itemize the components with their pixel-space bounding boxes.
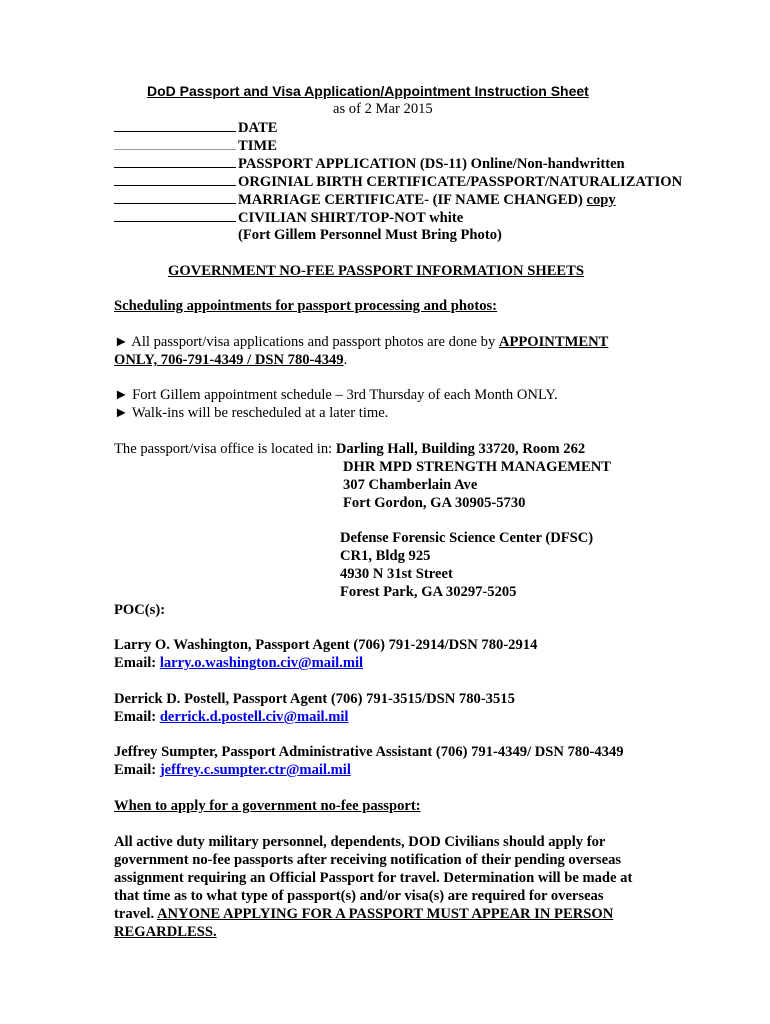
paragraph-line: travel. ANYONE APPLYING FOR A PASSPORT MUST APPEAR IN PERSON bbox=[114, 906, 614, 922]
checklist-item: TIME bbox=[114, 136, 277, 155]
paragraph-line: REGARDLESS. bbox=[114, 924, 217, 940]
address-line: Forest Park, GA 30297-5205 bbox=[340, 584, 517, 600]
document-title: DoD Passport and Visa Application/Appointment Instruction Sheet bbox=[147, 83, 589, 99]
checklist-item: MARRIAGE CERTIFICATE- (IF NAME CHANGED) copy bbox=[114, 190, 616, 209]
poc-contact: Derrick D. Postell, Passport Agent (706) 791-3515/DSN 780-3515 bbox=[114, 691, 515, 707]
checklist-item: PASSPORT APPLICATION (DS-11) Online/Non-handwritten bbox=[114, 154, 625, 173]
address-line: 307 Chamberlain Ave bbox=[343, 477, 478, 493]
document-date: as of 2 Mar 2015 bbox=[333, 101, 433, 117]
section-title: GOVERNMENT NO-FEE PASSPORT INFORMATION SHEETS bbox=[168, 263, 585, 279]
blank-line bbox=[114, 190, 236, 204]
blank-line bbox=[114, 172, 236, 186]
poc-contact: Larry O. Washington, Passport Agent (706) 791-2914/DSN 780-2914 bbox=[114, 637, 538, 653]
checklist-item: ORGINIAL BIRTH CERTIFICATE/PASSPORT/NATURALIZATION bbox=[114, 172, 682, 191]
blank-line bbox=[114, 154, 236, 168]
paragraph-line: All active duty military personnel, dependents, DOD Civilians should apply for bbox=[114, 834, 606, 850]
blank-line bbox=[114, 208, 236, 222]
poc-email-row: Email: larry.o.washington.civ@mail.mil bbox=[114, 655, 364, 671]
address-line: Fort Gordon, GA 30905-5730 bbox=[343, 495, 526, 511]
address-line: 4930 N 31st Street bbox=[340, 566, 453, 582]
bullet-walk-ins: ► Walk-ins will be rescheduled at a later time. bbox=[114, 405, 389, 421]
email-link[interactable]: derrick.d.postell.civ@mail.mil bbox=[159, 709, 349, 725]
blank-line bbox=[114, 118, 236, 132]
poc-email-row: Email: derrick.d.postell.civ@mail.mil bbox=[114, 709, 349, 725]
location-intro: The passport/visa office is located in: Darling Hall, Building 33720, Room 262 bbox=[114, 441, 586, 457]
bullet-appointment-phone: ONLY, 706-791-4349 / DSN 780-4349. bbox=[114, 352, 348, 368]
address-line: CR1, Bldg 925 bbox=[340, 548, 431, 564]
paragraph-line: that time as to what type of passport(s) and/or visa(s) are required for overseas bbox=[114, 888, 604, 904]
address-line: DHR MPD STRENGTH MANAGEMENT bbox=[343, 459, 611, 475]
email-link[interactable]: larry.o.washington.civ@mail.mil bbox=[159, 655, 364, 671]
poc-contact: Jeffrey Sumpter, Passport Administrative Assistant (706) 791-4349/ DSN 780-4349 bbox=[114, 744, 624, 760]
bullet-fort-gillem: ► Fort Gillem appointment schedule – 3rd Thursday of each Month ONLY. bbox=[114, 387, 558, 403]
blank-line bbox=[114, 136, 236, 150]
paragraph-line: assignment requiring an Official Passport for travel. Determination will be made at bbox=[114, 870, 633, 886]
paragraph-line: government no-fee passports after receiving notification of their pending overseas bbox=[114, 852, 622, 868]
checklist-item: DATE bbox=[114, 118, 277, 137]
bullet-appointment: ► All passport/visa applications and passport photos are done by APPOINTMENT bbox=[114, 334, 609, 350]
poc-email-row: Email: jeffrey.c.sumpter.ctr@mail.mil bbox=[114, 762, 351, 778]
checklist-note: (Fort Gillem Personnel Must Bring Photo) bbox=[238, 227, 502, 243]
address-line: Defense Forensic Science Center (DFSC) bbox=[340, 530, 594, 546]
poc-heading: POC(s): bbox=[114, 602, 166, 618]
email-link[interactable]: jeffrey.c.sumpter.ctr@mail.mil bbox=[159, 762, 351, 778]
scheduling-heading: Scheduling appointments for passport processing and photos: bbox=[114, 298, 498, 314]
when-heading: When to apply for a government no-fee passport: bbox=[114, 798, 421, 814]
checklist-item: CIVILIAN SHIRT/TOP-NOT white bbox=[114, 208, 463, 227]
